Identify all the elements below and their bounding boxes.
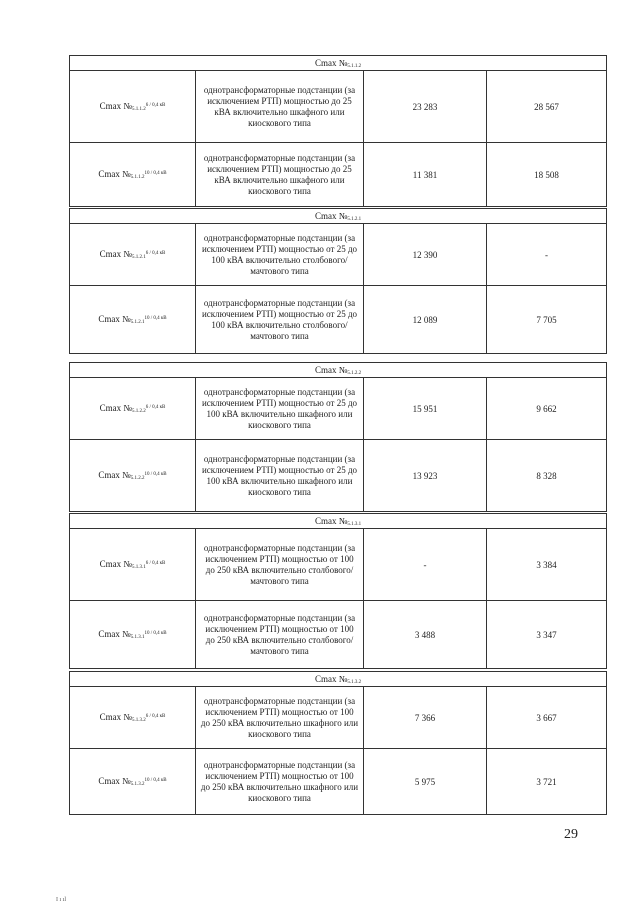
rate-code-cell: Cmax $№_{5.1.3.2}^{10 / 0,4 кВ}$ xyxy=(70,749,196,815)
description-cell: однотрансформаторные подстанции (за исключением РТП) мощностью до 25 кВА включительно шкафного или киоскового типа xyxy=(196,71,364,143)
group-header xyxy=(70,209,607,224)
value-cell-2: 3 384 xyxy=(487,529,607,601)
header-index: 5.1.2.2 xyxy=(347,370,362,376)
value-cell-1: - xyxy=(364,529,487,601)
rate-code-cell: Cmax $№_{5.1.2.2}^{6 / 0,4 кВ}$ xyxy=(70,378,196,440)
table-row xyxy=(70,749,607,815)
rate-code-cell: Cmax $№_{5.1.3.2}^{6 / 0,4 кВ}$ xyxy=(70,687,196,749)
description-cell: однотрансформаторные подстанции (за исключением РТП) мощностью от 100 до 250 кВА включительно шкафного или киоскового типа xyxy=(196,749,364,815)
description-cell: однотрансформаторные подстанции (за исключением РТП) мощностью от 100 до 250 кВА включительно столбового/мачтового типа xyxy=(196,601,364,669)
group-header xyxy=(70,363,607,378)
value-cell-1: 23 283 xyxy=(364,71,487,143)
value-cell-1: 12 089 xyxy=(364,286,487,354)
table-row xyxy=(70,286,607,354)
header-index: 5.1.1.2 xyxy=(347,63,362,69)
description-cell: однотрансформаторные подстанции (за исключением РТП) мощностью от 25 до 100 кВА включительно столбового/мачтового типа xyxy=(196,224,364,286)
page-number: 29 xyxy=(564,827,578,842)
table-row xyxy=(70,529,607,601)
value-cell-1: 11 381 xyxy=(364,143,487,207)
group-header xyxy=(70,56,607,71)
value-cell-2: 3 667 xyxy=(487,687,607,749)
rate-code-cell: Cmax $№_{5.1.1.2}^{6 / 0,4 кВ}$ xyxy=(70,71,196,143)
table-row xyxy=(70,687,607,749)
value-cell-1: 3 488 xyxy=(364,601,487,669)
description-cell: однотрансформаторные подстанции (за исключением РТП) мощностью от 25 до 100 кВА включительно шкафного или киоскового типа xyxy=(196,440,364,512)
tariff-table-group-4 xyxy=(69,513,607,669)
value-cell-2: 28 567 xyxy=(487,71,607,143)
value-cell-1: 7 366 xyxy=(364,687,487,749)
description-cell: однотрансформаторные подстанции (за исключением РТП) мощностью от 100 до 250 кВА включительно шкафного или киоскового типа xyxy=(196,687,364,749)
value-cell-2: 9 662 xyxy=(487,378,607,440)
header-index: 5.1.2.1 xyxy=(347,216,362,222)
group-header xyxy=(70,514,607,529)
header-index: 5.1.3.2 xyxy=(347,679,362,685)
value-cell-1: 5 975 xyxy=(364,749,487,815)
header-text: Cmax № xyxy=(314,515,348,526)
tariff-table-group-3 xyxy=(69,362,607,512)
value-cell-2: 3 721 xyxy=(487,749,607,815)
rate-code-cell: Cmax $№_{5.1.2.1}^{10 / 0,4 кВ}$ xyxy=(70,286,196,354)
table-row xyxy=(70,378,607,440)
value-cell-2: - xyxy=(487,224,607,286)
rate-code-cell: Cmax $№_{5.1.2.1}^{6 / 0,4 кВ}$ xyxy=(70,224,196,286)
table-row xyxy=(70,71,607,143)
rate-code-cell: Cmax $№_{5.1.3.1}^{10 / 0,4 кВ}$ xyxy=(70,601,196,669)
value-cell-2: 3 347 xyxy=(487,601,607,669)
table-row xyxy=(70,440,607,512)
header-text: Cmax № xyxy=(314,364,348,375)
header-text: Cmax № xyxy=(314,673,348,684)
group-header xyxy=(70,672,607,687)
description-cell: однотрансформаторные подстанции (за исключением РТП) мощностью от 100 до 250 кВА включительно столбового/мачтового типа xyxy=(196,529,364,601)
value-cell-2: 18 508 xyxy=(487,143,607,207)
rate-code-cell: Cmax $№_{5.1.1.2}^{10 / 0,4 кВ}$ xyxy=(70,143,196,207)
rate-code-cell: Cmax $№_{5.1.3.1}^{6 / 0,4 кВ}$ xyxy=(70,529,196,601)
table-row xyxy=(70,143,607,207)
value-cell-1: 12 390 xyxy=(364,224,487,286)
table-row xyxy=(70,224,607,286)
table-row xyxy=(70,601,607,669)
value-cell-2: 7 705 xyxy=(487,286,607,354)
value-cell-2: 8 328 xyxy=(487,440,607,512)
description-cell: однотрансформаторные подстанции (за исключением РТП) мощностью от 25 до 100 кВА включительно шкафного или киоскового типа xyxy=(196,378,364,440)
description-cell: однотрансформаторные подстанции (за исключением РТП) мощностью от 25 до 100 кВА включительно столбового/мачтового типа xyxy=(196,286,364,354)
header-text: Cmax № xyxy=(314,57,348,68)
tariff-table-group-5 xyxy=(69,671,607,815)
value-cell-1: 13 923 xyxy=(364,440,487,512)
tariff-table-group-2 xyxy=(69,208,607,354)
rate-code-cell: Cmax $№_{5.1.2.2}^{10 / 0,4 кВ}$ xyxy=(70,440,196,512)
description-cell: однотрансформаторные подстанции (за исключением РТП) мощностью до 25 кВА включительно шкафного или киоскового типа xyxy=(196,143,364,207)
header-text: Cmax № xyxy=(314,210,348,221)
value-cell-1: 15 951 xyxy=(364,378,487,440)
header-index: 5.1.3.1 xyxy=(347,521,362,527)
scan-marks: I ı ıl xyxy=(56,897,66,903)
tariff-table-group-1 xyxy=(69,55,607,207)
